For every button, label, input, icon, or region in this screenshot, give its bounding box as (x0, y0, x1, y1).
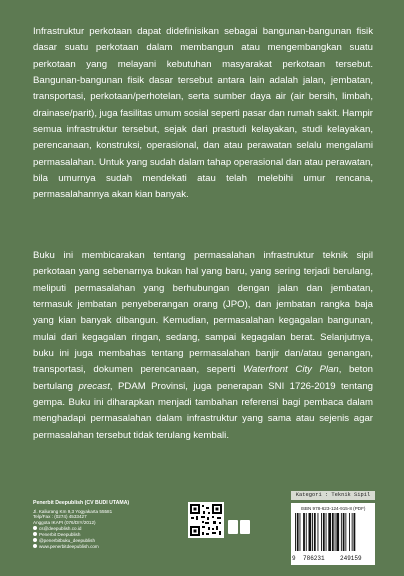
isbn-group-1: 786231 (303, 555, 325, 562)
publisher-name: Penerbit Deepublish (CV BUDI UTAMA) (33, 500, 130, 506)
globe-icon (33, 544, 37, 548)
publisher-website: www.penerbitdeepublish.com (39, 543, 99, 549)
publisher-logos (228, 520, 250, 534)
publisher-instagram-row (33, 538, 183, 544)
isbn-text: ISBN 978-623-124-915-8 (PDF) (300, 506, 366, 511)
facebook-icon (33, 532, 37, 536)
paragraph-2-italic-waterfront: Waterfront City Plan (243, 364, 339, 376)
publisher-email: cs@deepublish.co.id (39, 525, 82, 531)
instagram-icon (33, 538, 37, 542)
description-paragraph-2 (33, 248, 373, 444)
publisher-logo-mark (228, 520, 238, 534)
publisher-phone: Telp/Fax : (0274) 4533427 (33, 514, 87, 519)
publisher-email-row (33, 526, 183, 532)
publisher-website-row (33, 544, 183, 550)
publisher-instagram: @penerbitbuku_deepublish (39, 537, 96, 543)
qr-code (188, 502, 224, 538)
publisher-facebook-row (33, 532, 183, 538)
paragraph-2-italic-precast: precast (78, 380, 110, 392)
paragraph-2-text-c: , PDAM Provinsi, juga penerapan SNI 1726-2019 tentang gempa. Buku ini diharapkan menjadi tambahan referensi bagi pembaca dalam menghadapi permasalahan dalam infrastruktur yang sama atau sejenis agar permasalahan tersebut tidak terulang kembali. (33, 380, 373, 441)
ikapi-logo-mark (240, 520, 250, 534)
publisher-member: Anggota IKAPI (076/DIY/2012) (33, 519, 96, 525)
isbn-group-2: 249159 (340, 555, 362, 562)
paragraph-2-text-a: Buku ini membicarakan tentang permasalahan infrastruktur teknik sipil perkotaan yang sebenarnya bukan hal yang baru, yang sering terjadi berulang, meliputi permasalahan yang berhubungan dengan jalan dan jembatan, termasuk jembatan penyeberangan orang (JPO), dan jembatan rangka baja yang kian banyak dibangun. Kemudian, permasalahan kegagalan bangunan, mulai dari kegagalan ringan, sedang, sampai kegagalan berat. Selanjutnya, buku ini juga membahas tentang permasalahan banjir dan/atau genangan, transportasi, dokumen perencanaan, seperti (33, 250, 373, 376)
publisher-info (33, 501, 183, 549)
description-paragraph-1: Infrastruktur perkotaan dapat didefinisikan sebagai bangunan-bangunan fisik dasar suatu perkotaan dalam membangun atau mengembangkan suatu perkotaan yang melayani kebutuhan masyarakat perkotaan tersebut. Bangunan-bangunan fisik dasar tersebut antara lain adalah jalan, jembatan, transportasi, perkotaan/perhotelan, serta sumber daya air (air bersih, limbah, drainase/parit), juga fasilitas umum sosial seperti pasar dan rumah sakit. Hampir semua infrastruktur tersebut, sejak dari prastudi kelayakan, studi kelayakan, perencanaan, konstruksi, operasional, dan atau perawatan selalu mengalami permasalahan. Untuk yang sudah dalam tahap operasional dan atau perawatan, bila umurnya sudah mendekati atau telah melebihi umur rencana, permasalahannya akan kian banyak. (33, 26, 373, 201)
mail-icon (33, 526, 37, 530)
barcode-bars (295, 513, 371, 554)
publisher-facebook: Penerbit Deepublish (39, 531, 81, 537)
isbn-digit-first: 9 (292, 555, 296, 562)
publisher-address: Jl. Kaliurang Km 9,3 Yogyakarta 55581 (33, 508, 113, 514)
category-label: Kategori : Teknik Sipil (291, 491, 375, 500)
isbn-barcode (291, 503, 375, 565)
paragraph-2-text-b: , beton bertulang (33, 364, 374, 392)
